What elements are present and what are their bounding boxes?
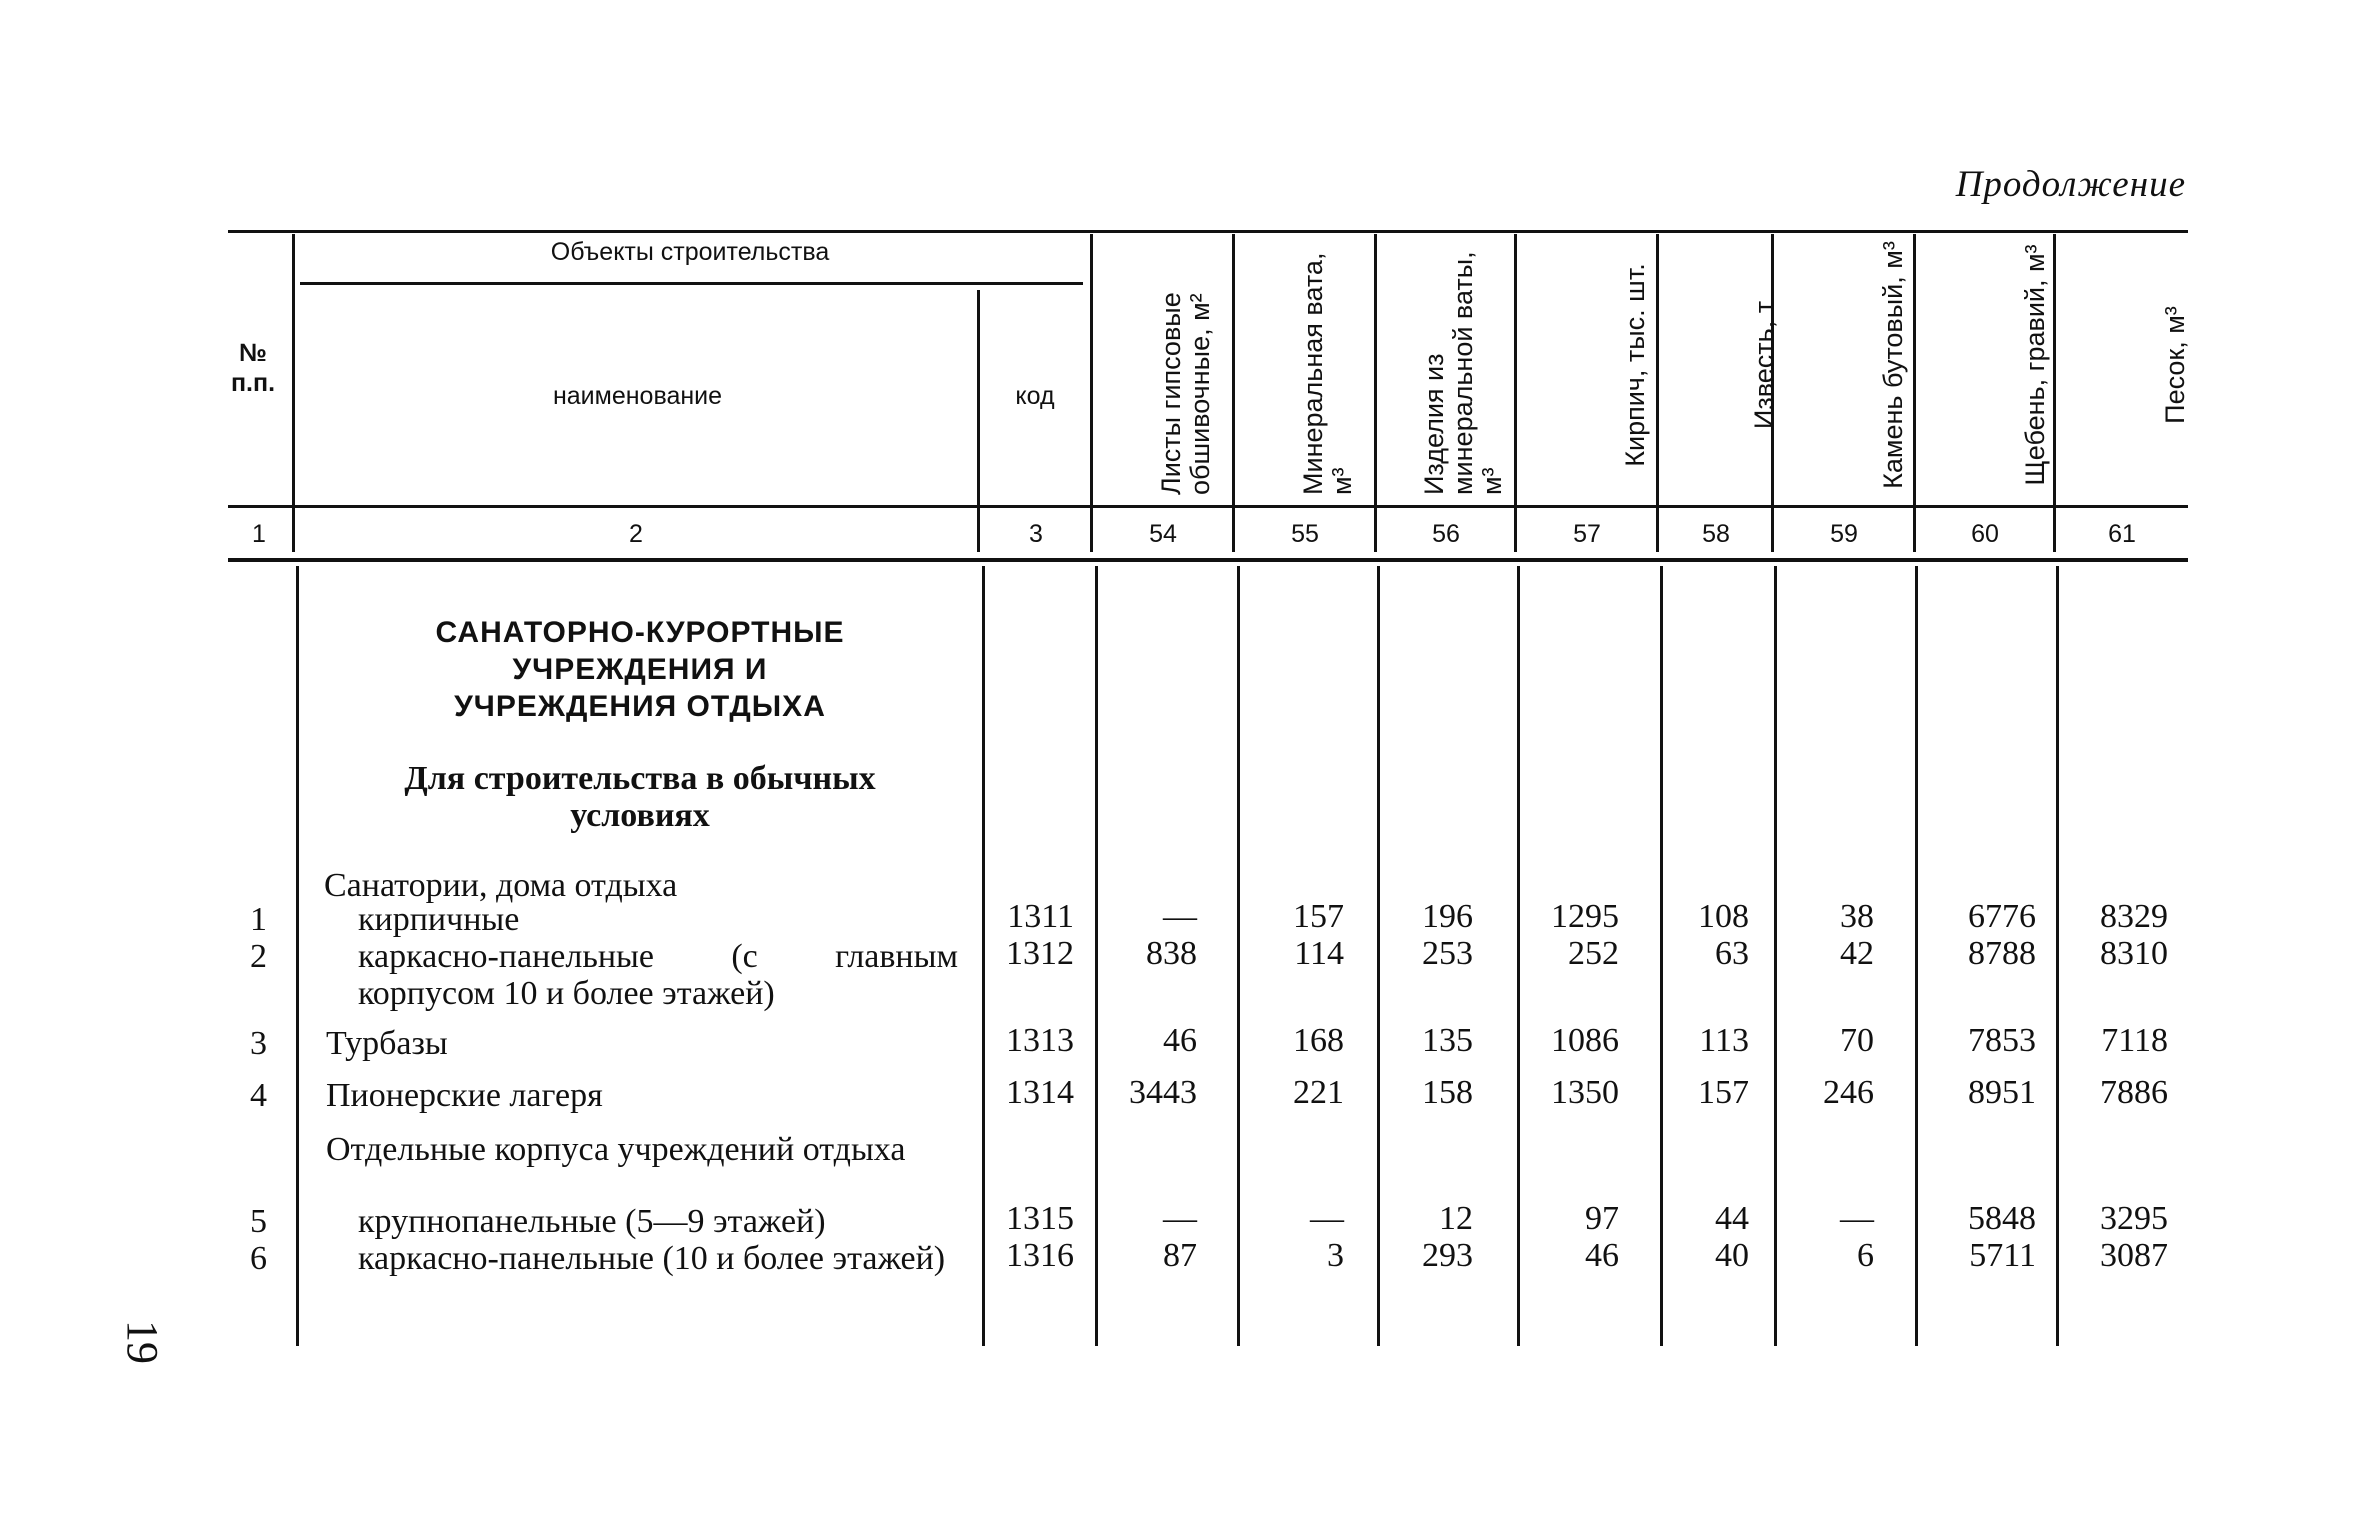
header-resource-col: Листы гипсовые обшивочные, м² (1156, 292, 1215, 495)
header-name: наименование (552, 382, 723, 410)
row-value: 3443 (1129, 1074, 1197, 1111)
row-number: 4 (250, 1077, 267, 1114)
row-value: 838 (1146, 935, 1197, 972)
row-value: 7118 (2101, 1022, 2168, 1059)
subsection-title: Для строительства в обычных условиях (404, 760, 876, 834)
row-value: 157 (1293, 898, 1344, 935)
table-top-rule (228, 230, 2188, 233)
header-resource-col: Известь, т (1749, 300, 1779, 430)
row-value: 3087 (2100, 1237, 2168, 1274)
col-divider (292, 234, 295, 552)
row-value: 108 (1698, 898, 1749, 935)
row-value: 196 (1422, 898, 1473, 935)
row-code: 1313 (1006, 1022, 1074, 1059)
header-resource-col: Камень бутовый, м³ (1878, 241, 1908, 489)
row-number: 5 (250, 1203, 267, 1240)
row-name: каркасно-панельные (10 и более этажей) (358, 1240, 946, 1277)
row-value: 221 (1293, 1074, 1344, 1111)
col-divider (296, 566, 299, 1346)
row-value: 7886 (2100, 1074, 2168, 1111)
row-value: 114 (1294, 935, 1344, 972)
row-value: 5711 (1969, 1237, 2036, 1274)
column-number: 61 (2108, 520, 2136, 548)
row-value: 5848 (1968, 1200, 2036, 1237)
row-number: 6 (250, 1240, 267, 1277)
objects-group-rule (300, 282, 1083, 285)
column-number: 60 (1971, 520, 1999, 548)
header-objects-group: Объекты строительства (550, 238, 830, 266)
header-resource-col: Изделия из минеральной ваты, м³ (1419, 251, 1507, 495)
row-value: 8310 (2100, 935, 2168, 972)
row-value: 70 (1840, 1022, 1874, 1059)
row-name: кирпичные (358, 901, 520, 938)
row-value: 46 (1585, 1237, 1619, 1274)
row-name: крупнопанельные (5—9 этажей) (358, 1203, 826, 1240)
row-value: 44 (1715, 1200, 1749, 1237)
column-number: 3 (1029, 520, 1043, 548)
row-value: 87 (1163, 1237, 1197, 1274)
section-title: САНАТОРНО-КУРОРТНЫЕ УЧРЕЖДЕНИЯ И УЧРЕЖДЕНИЯ ОТДЫХА (435, 616, 845, 723)
group-label: Санатории, дома отдыха (324, 867, 678, 904)
continuation-label: Продолжение (1955, 164, 2186, 205)
row-number: 2 (250, 938, 267, 975)
row-value: 252 (1568, 935, 1619, 972)
row-value: 1350 (1551, 1074, 1619, 1111)
row-value: 12 (1439, 1200, 1473, 1237)
row-value: 7853 (1968, 1022, 2036, 1059)
col-divider (977, 290, 980, 552)
header-resource-col: Щебень, гравий, м³ (2020, 244, 2050, 486)
row-value: 38 (1840, 898, 1874, 935)
col-divider (1514, 234, 1517, 552)
row-code: 1311 (1007, 898, 1074, 935)
column-numbers-rule (228, 558, 2188, 562)
row-value: 1086 (1551, 1022, 1619, 1059)
row-value: — (1840, 1200, 1874, 1237)
row-value: 3 (1327, 1237, 1344, 1274)
column-number: 55 (1291, 520, 1319, 548)
row-name: Пионерские лагеря (326, 1077, 603, 1114)
page-number: 19 (118, 1320, 167, 1364)
row-code: 1312 (1006, 935, 1074, 972)
header-resource-col: Песок, м³ (2160, 306, 2190, 424)
header-code: код (1015, 382, 1055, 410)
row-code: 1314 (1006, 1074, 1074, 1111)
col-divider (1913, 234, 1916, 552)
column-number: 57 (1573, 520, 1601, 548)
row-value: 8788 (1968, 935, 2036, 972)
group-label: Отдельные корпуса учреждений отдыха (326, 1131, 906, 1168)
column-number: 1 (252, 520, 266, 548)
row-value: 293 (1422, 1237, 1473, 1274)
row-value: 40 (1715, 1237, 1749, 1274)
header-bottom-rule (228, 505, 2188, 508)
header-no: № п.п. (230, 339, 276, 397)
row-value: 135 (1422, 1022, 1473, 1059)
row-value: 97 (1585, 1200, 1619, 1237)
row-number: 1 (250, 901, 267, 938)
row-value: 157 (1698, 1074, 1749, 1111)
header-resource-col: Кирпич, тыс. шт. (1620, 263, 1650, 467)
row-value: 113 (1699, 1022, 1749, 1059)
row-value: 8329 (2100, 898, 2168, 935)
row-value: 158 (1422, 1074, 1473, 1111)
row-value: 6776 (1968, 898, 2036, 935)
column-number: 2 (629, 520, 643, 548)
row-value: 1295 (1551, 898, 1619, 935)
column-number: 59 (1830, 520, 1858, 548)
row-code: 1316 (1006, 1237, 1074, 1274)
row-value: — (1163, 898, 1197, 935)
row-value: 63 (1715, 935, 1749, 972)
row-code: 1315 (1006, 1200, 1074, 1237)
column-number: 58 (1702, 520, 1730, 548)
row-value: 46 (1163, 1022, 1197, 1059)
row-value: 3295 (2100, 1200, 2168, 1237)
row-name: Турбазы (326, 1025, 448, 1062)
row-value: — (1310, 1200, 1344, 1237)
column-number: 54 (1149, 520, 1177, 548)
row-value: 6 (1857, 1237, 1874, 1274)
column-number: 56 (1432, 520, 1460, 548)
row-value: 253 (1422, 935, 1473, 972)
header-resource-col: Минеральная вата, м³ (1298, 252, 1357, 495)
row-number: 3 (250, 1025, 267, 1062)
row-value: 8951 (1968, 1074, 2036, 1111)
row-value: 246 (1823, 1074, 1874, 1111)
row-value: 168 (1293, 1022, 1344, 1059)
row-value: 42 (1840, 935, 1874, 972)
col-divider (2053, 234, 2056, 552)
row-value: — (1163, 1200, 1197, 1237)
row-name: каркасно-панельные (с главным корпусом 10 и более этажей) (358, 938, 958, 1012)
